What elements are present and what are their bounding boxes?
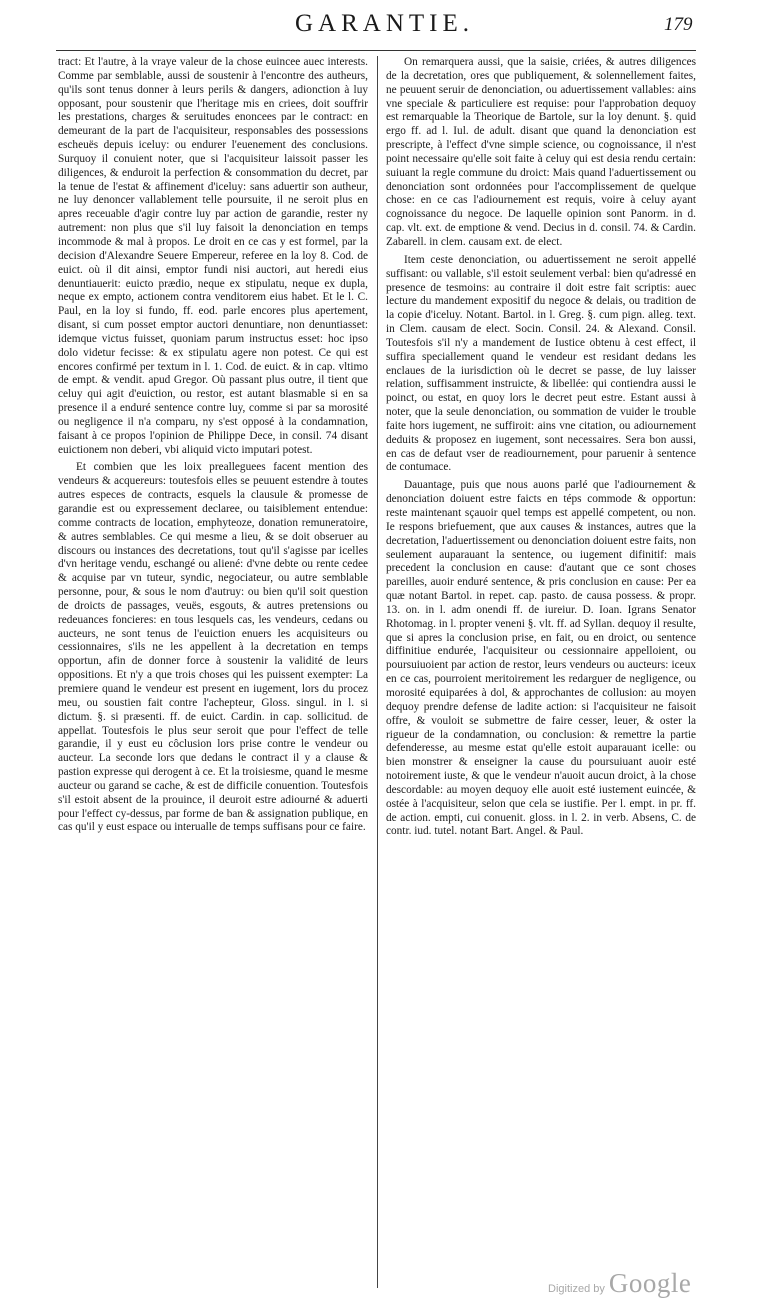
column-divider	[377, 56, 378, 1288]
left-column	[58, 56, 368, 839]
paragraph: tract: Et l'autre, à la vraye valeur de la chose euincee auec interests. Comme par semblable, aussi de soustenir à l'encontre des autheurs, qu'ils sont tenus donner à leurs perils & dangers, adionction à luy opposant, pour soustenir que l'heritage mis en criees, doit souffrir les prestations, charges & seruitudes enoncees par le contract: en demeurant de la part de l'acquisiteur, responsables des possessions escheuës depuis iceluy: ou endurer l'euenement des conclusions. Surquoy il conuient noter, que si l'acquisiteur laissoit passer les diligences, & enduroit la perfection & consommation du decret, par la tenue de l'estat & affinement d'iceluy: sans aduertir son autheur, ne luy denoncer vallablement telle poursuite, il ne seroit plus en apres receuable d'agir contre luy par action de garandie, rester ny autrement: non plus que s'il luy faisoit la denonciation en temps incommode & mal à propos. Le droit en ce cas y est formel, par la decision d'Alexandre Seuere Empereur, referee en la loy 8. Cod. de euict. où il dit ainsi, emptor fundi nisi auctori, aut heredi eius denuntiauerit: euicto prædio, neque ex stipulatu, neque ex dupla, neque ex empto, actionem contra venditorem eius habet. Et le l. C. Paul, en la loy si fundo, ff. eod. parle encores plus apertement, disant, si cum posset emptor auctori denuntiare, non denuntiasset: idemque victus fuisset, quoniam parum instructus esset: hoc ipso dolo videtur fecisse: & ex stipulatu agere non potest. Ce qui est encores confirmé per textum in l. 1. Cod. de euict. & in cap. vltimo de empt. & vendit. apud Gregor. Où passant plus outre, il tient que celuy qui agit d'euiction, ou restor, est autant blasmable si en sa presence il a enduré sentence contre luy, comme si par sa morosité ou negligence il n'a comparu, ny s'est opposé à la condamnation, faisant à ce propos l'opinion de Philippe Dece, in consil. 74 disant euictionem non deberi, vbi aliquid victo imputari potest.	[58, 56, 368, 456]
page-number: 179	[664, 14, 693, 35]
paragraph: Dauantage, puis que nous auons parlé que l'adiournement & denonciation doiuent estre faicts en téps commode & opportun: reste maintenant sçauoir quel temps est appellé competent, ou non. Ie respons briefuement, que aux causes & instances, autres que la decretation, l'aduertissement ou denonciation doiuent estre faits, non seulement auparauant la sentence, ou iugement difinitif: mais precedent la conclusion en cause: d'autant que ce sont choses pareilles, auoir enduré sentence, & pris conclusion en cause: Per ea quæ notant Bartol. in repet. cap. pasto. de causa possess. & propr. 13. on. in l. adm onendi ff. de iureiur. D. Ioan. Igrans Senator Rhotomag. in l. propter veneni §. vlt. ff. ad Syllan. dequoy il resulte, que si apres la conclusion prise, en fait, ou en droict, ou sentence diffinitiue endurée, l'acquisiteur ou cessionnaire appelloient, ou poursuiuoient par action de restor, leurs vendeurs ou aucteurs: iceux en ce cas, pourroient meritoirement les redarguer de negligence, ou morosité equiparées à dol, & approchantes de collusion: au moyen dequoy prendre defense de ladite action: si l'acquisiteur ne faisoit offre, & vouloit se submettre de faire cesser, leuer, & oster la rigueur de la condamnation, ou conclusion: & remettre la partie defenderesse, au mesme estat qu'elle estoit auparauant icelle: ou bien monstrer & enseigner la cause du poursuiuant auoir esté notoirement iuste, & que le vendeur n'auoit aucun droict, à la chose descordable: au moyen dequoy elle auoit esté iustement euincée, & ostée à l'acquisiteur, selon que cela se iustifie. Per l. empt. in pr. ff. de action. empti, cui conuenit. gloss. in l. 2. in verb. Absens, C. de contr. iud. tutel. notant Bart. Angel. & Paul.	[386, 479, 696, 838]
google-logo: Google	[608, 1268, 692, 1298]
paragraph: Item ceste denonciation, ou aduertissement ne seroit appellé suffisant: ou vallable, s'il estoit seulement verbal: bien qu'adressé en presence de tesmoins: au contraire il doit estre fait scriptis: auec lecture du mandement expositif du negoce & delais, ou tradition de la copie d'iceluy. Notant. Bartol. in l. Greg. §. cum pign. alleg. text. in Clem. causam de elect. Socin. Consil. 24. & Alexand. Consil. Toutesfois s'il n'y a mandement de Iustice obtenu à cest effect, il suffira speciallement quand le vendeur est residant dedans les enclaues de la iurisdiction où le decret se passe, de luy laisser relation, suffisamment instruicte, & libellée: qui contiendra aussi le poinct, ou estat, en quoy lors le decret peut estre. Estant aussi à noter, que la seule denonciation, ou sommation de vuider le trouble faite hors iugement, ne suffiroit: ains vne citation, ou adiournement deduits & proposez en iugement, sont necessaires. Sera bon aussi, en cas de defaut vser de readiournement, pour paruenir à sentence de contumace.	[386, 253, 696, 474]
paragraph: Et combien que les loix prealleguees facent mention des vendeurs & acquereurs: toutesfois elles se peuuent estendre à toutes autres especes de contracts, esquels la clausule & promesse de garandie est ou expressement declaree, ou taisiblement entendue: comme contracts de location, emphyteoze, donation remuneratoire, & autres semblables. Ce qui mesme a lieu, & se doit obseruer au discours ou instances des decretations, tout qu'il s'agisse par icelles d'vn heritage vendu, eschangé ou aliené: d'vne debte ou rente cedee & acquise par vn tuteur, syndic, negociateur, ou autre semblable personne, pour, & sous le nom d'autruy: ou bien qu'il soit question de droicts de passages, veuës, esgouts, & autres pretensions ou redeuances foncieres: en tous lesquels cas, les vendeurs, cedans ou aucteurs, ne sont tenus de l'euiction enuers les acquisiteurs ou cessionnaires, s'ils ne les appellent à la decretation en temps opportun, afin de donner force à soustenir la validité de leurs oppositions. Et n'y a que trois choses qui les puissent exempter: La premiere quand le vendeur est present en iugement, lors du procez meu, ou soustien fait contre l'achepteur, Gloss. singul. in l. si dictum. §. si præsenti. ff. de euict. Cardin. in cap. sollicitud. de appellat. Toutesfois le plus seur seroit que pour l'effect de telle garandie, il y eust eu côclusion lors prise contre le vendeur ou aucteur. La seconde lors que dedans le contract il y a clause & pastion expresse qui derogent à ce. Et la troisiesme, quand le mesme aucteur ou garand se cache, & est de difficile conuention. Toutesfois s'il estoit absent de la prouince, il deuroit estre adiourné & aduerti pour l'effect cy-dessus, par forme de ban & assignation publique, en cas qu'il y eust espace ou interualle de temps suffisans pour ce faire.	[58, 461, 368, 834]
right-column	[386, 56, 696, 843]
running-head: GARANTIE.	[294, 10, 474, 37]
digitized-by-label: Digitized by	[548, 1283, 605, 1295]
digitized-watermark	[548, 1268, 691, 1299]
paragraph: On remarquera aussi, que la saisie, criées, & autres diligences de la decretation, ores que publiquement, & solennellement faites, ne peuuent seruir de denonciation, ou aduertissement vallables: ains vne speciale & particuliere est requise: pour l'approbation dequoy est remarquable la Theorique de Bartole, sur la loy denunt. §. quid ergo ff. ad l. Iul. de adult. disant que quand la denonciation est prescripte, à l'effect d'vne simple science, ou cognoissance, il n'est point necessaire qu'elle soit faite à celuy qui est desia rendu certain: suiuant la regle commune du droict: Mais quand l'aduertissement ou denonciation sont ordonnées pour l'accomplissement de quelque chose: en ce cas l'adiournement est requis, voire à celuy ayant cognoissance du negoce. De laquelle opinion sont Panorm. in d. cap. vlt. ext. de emptione & vend. Decius in d. consil. 74. & Cardin. Zabarell. in clem. causam ext. de elect.	[386, 56, 696, 248]
header-rule	[56, 50, 696, 51]
